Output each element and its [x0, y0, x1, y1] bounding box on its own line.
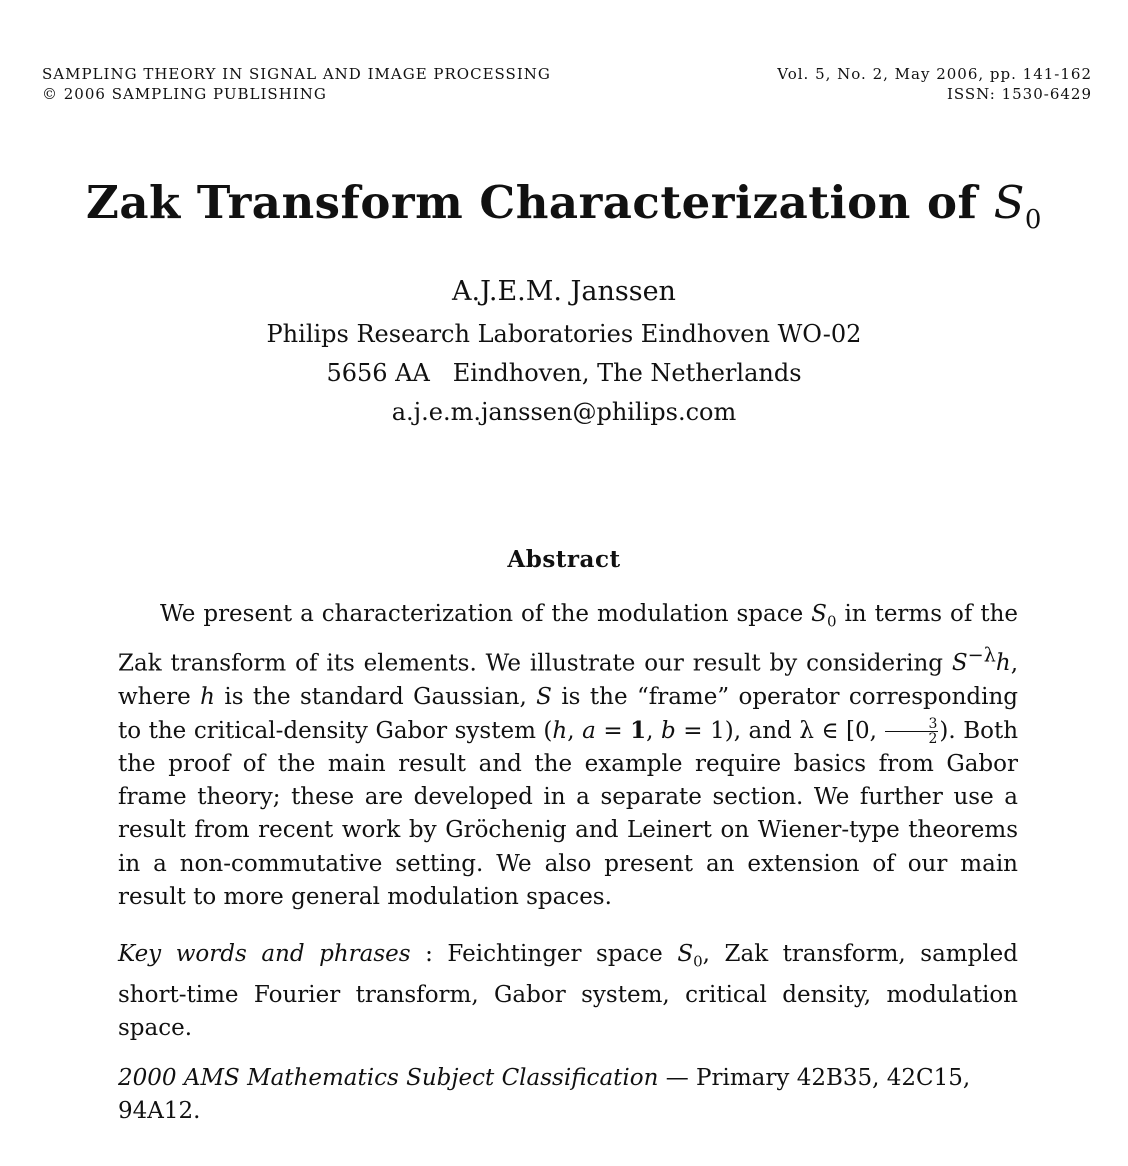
abstract-heading: Abstract — [507, 546, 621, 573]
math-s-lambda-h: $S^{-\lambda}h$ — [951, 643, 1011, 677]
paper-title — [0, 176, 1128, 235]
title-text: Zak Transform Characterization of — [86, 176, 978, 229]
journal-name: SAMPLING THEORY IN SIGNAL AND IMAGE PROCESSING — [42, 65, 551, 83]
math-gabor-params: h, a = 1, b = 1 — [552, 716, 725, 744]
author-address: 5656 AA Eindhoven, The Netherlands — [326, 359, 802, 387]
math-s: S — [536, 683, 552, 710]
math-s0-kw: $S_0$ — [677, 941, 703, 971]
math-lambda-range: λ ∈ [0, $\frac{3}{2}$ ) — [799, 716, 949, 748]
ams-label: 2000 AMS Mathematics Subject Classification — [118, 1065, 659, 1091]
author-email[interactable]: a.j.e.m.janssen@philips.com — [391, 398, 737, 426]
journal-header — [42, 64, 551, 104]
abstract-body: We present a characterization of the modulation space $S_0$ in terms of the Zak transform of its elements. We illustrate our result by considering $S^{-\lambda}h$, where h is the standard Gaussian, S is the “frame” operator corresponding to the critical-density Gabor system (h, a = 1, b = 1), and λ ∈ [0, $\frac{3}{2}$ ). Both the proof of the main result and the example require basics from Gabor frame theory; these are developed in a separate section. We further use a result from recent work by Gröchenig and Leinert on Wiener-type theorems in a non-commutative setting. We also present an extension of our main result to more general modulation spaces. — [118, 601, 1019, 910]
math-h: h — [200, 683, 215, 710]
issn-info: ISSN: 1530-6429 — [946, 85, 1092, 103]
math-s0: $S_0$ — [811, 601, 837, 631]
keywords-label: Key words and phrases — [118, 941, 411, 967]
author-name: A.J.E.M. Janssen — [452, 276, 676, 307]
copyright-line: © 2006 SAMPLING PUBLISHING — [42, 85, 327, 103]
title-symbol: S — [993, 176, 1025, 229]
keywords: Key words and phrases : Feichtinger space $S_0$, Zak transform, sampled short-time Fourier transform, Gabor system, critical density, modulation space. — [118, 941, 1019, 1041]
issue-header — [777, 64, 1092, 104]
title-subscript: 0 — [1024, 205, 1042, 235]
volume-info: Vol. 5, No. 2, May 2006, pp. 141-162 — [777, 65, 1092, 83]
author-affiliation: Philips Research Laboratories Eindhoven WO-02 — [266, 320, 862, 348]
ams-classification: 2000 AMS Mathematics Subject Classification — Primary 42B35, 42C15, 94A12. — [118, 1065, 971, 1125]
